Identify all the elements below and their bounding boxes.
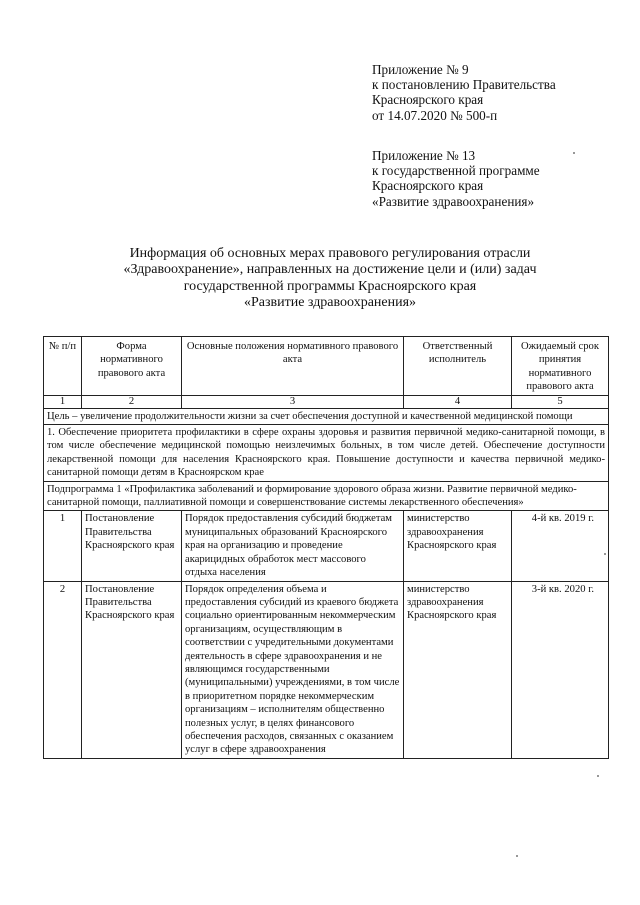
row-deadline: 4-й кв. 2019 г.: [512, 511, 609, 581]
row-number: 1: [44, 511, 82, 581]
scan-speck: [516, 855, 518, 857]
column-number: 4: [404, 395, 512, 408]
title-line: государственной программы Красноярского края: [183, 278, 477, 294]
table-header-row: [44, 337, 609, 396]
row-deadline: 3-й кв. 2020 г.: [512, 581, 609, 758]
header-content: Основные положения нормативного правового акта: [182, 337, 404, 396]
subprogram-row: [44, 481, 609, 511]
row-executor: министерство здравоохранения Красноярского края: [404, 581, 512, 758]
attachment-line: Приложение № 13: [372, 148, 476, 163]
task-row: [44, 425, 609, 482]
task-text: 1. Обеспечение приоритета профилактики в сфере охраны здоровья и развития первичной медико-санитарной помощи, в том числе обеспечение медицинской помощью неизлечимых больных, в том числе детей. Обеспечение доступности лекарственной помощи для населения Красноярского края. Повышение доступности и качества первичной медико-санитарной помощи детям в Красноярском крае: [44, 425, 609, 482]
attachment-9-block: [372, 62, 632, 123]
attachment-line: «Развитие здравоохранения»: [372, 193, 535, 209]
scan-speck: [597, 775, 599, 777]
subprogram-text: Подпрограмма 1 «Профилактика заболеваний и формирование здорового образа жизни. Развитие первичной медико-санитарной помощи, паллиативной помощи и совершенствование системы лекарственного обеспечения»: [44, 481, 609, 511]
title-line: «Развитие здравоохранения»: [243, 295, 417, 311]
row-content: Порядок определения объема и предоставления субсидий из краевого бюджета социально ориентированным некоммерческим организациям, осуществляющим в соответствии с учредительными документами деятельность в сфере здравоохранения и не являющимся государственными (муниципальными) учреждениями, в том числе в приоритетном порядке некоммерческим организациям – исполнителям общественно полезных услуг, в целях финансового обеспечения расходов, связанных с оказанием услуг в сфере здравоохранения: [182, 581, 404, 758]
title-line: «Здравоохранение», направленных на достижение цели и (или) задач: [123, 262, 537, 278]
table-row: [44, 511, 609, 581]
header-form: Форма нормативного правового акта: [82, 337, 182, 396]
column-number: 3: [182, 395, 404, 408]
attachment-line: Красноярского края: [372, 92, 484, 108]
goal-row: [44, 408, 609, 424]
column-number: 2: [82, 395, 182, 408]
attachment-line: к постановлению Правительства: [372, 77, 556, 93]
goal-text: Цель – увеличение продолжительности жизни за счет обеспечения доступной и качественной медицинской помощи: [44, 408, 609, 424]
scan-speck: [573, 152, 575, 154]
measures-table: [43, 336, 609, 759]
row-number: 2: [44, 581, 82, 758]
header-number: № п/п: [44, 337, 82, 396]
row-executor: министерство здравоохранения Красноярского края: [404, 511, 512, 581]
title-line: Информация об основных мерах правового регулирования отрасли: [129, 246, 531, 261]
header-deadline: Ожидаемый срок принятия нормативного правового акта: [512, 337, 609, 396]
row-form: Постановление Правительства Красноярского края: [82, 581, 182, 758]
scan-speck: [604, 553, 606, 555]
attachment-line: Красноярского края: [372, 178, 484, 194]
attachment-line: от 14.07.2020 № 500-п: [372, 107, 498, 123]
attachment-line: Приложение № 9: [372, 62, 469, 77]
document-title: [40, 246, 620, 312]
column-number: 1: [44, 395, 82, 408]
header-executor: Ответственный исполнитель: [404, 337, 512, 396]
table-row: [44, 581, 609, 758]
column-number: 5: [512, 395, 609, 408]
attachment-line: к государственной программе: [372, 163, 540, 179]
row-form: Постановление Правительства Красноярского края: [82, 511, 182, 581]
column-number-row: [44, 395, 609, 408]
row-content: Порядок предоставления субсидий бюджетам муниципальных образований Красноярского края на организацию и проведение акарицидных обработок мест массового отдыха населения: [182, 511, 404, 581]
attachment-13-block: [372, 148, 632, 209]
